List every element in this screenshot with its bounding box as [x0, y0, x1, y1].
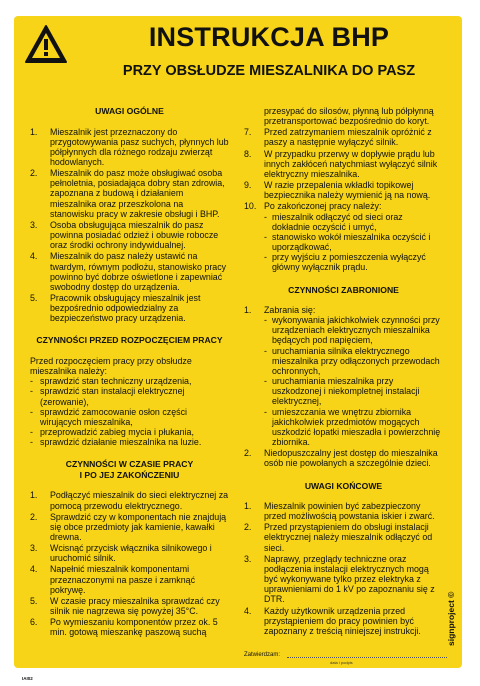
section-heading-during-work: CZYNNOŚCI W CZASIE PRACY I PO JEJ ZAKOŃCZENIU [65, 459, 194, 480]
list-item: - wykonywania jakichkolwiek czynności przy urządzeniach elektrycznych mieszalnika będących pod napięciem, [264, 315, 440, 346]
general-notes-list [30, 127, 229, 324]
list-item: 8. W przypadku przerwy w dopływie prądu lub innych zakłóceń natychmiast wyłączyć silnik elektryczny mieszalnika. [244, 148, 438, 179]
list-item: - sprawdzić zamocowanie osłon części wirujących mieszalnika, [30, 406, 187, 427]
list-item: - uruchamiania silnika elektrycznego mieszalnika przy odłączonych przewodach ochronnych, [264, 345, 440, 376]
list-item: 3. Naprawy, przeglądy techniczne oraz podłączenia instalacji elektrycznych mogą być wykonywane tylko przez elektryka z uprawnieniami do 1 kV po zapoznaniu się z DTR. [244, 553, 435, 605]
left-column [30, 106, 229, 650]
list-item: 5. Pracownik obsługujący mieszalnik jest bezpośrednio odpowiedzialny za bezpieczeństwo pracy urządzenia. [30, 293, 201, 324]
list-item: 2. Przed przystąpieniem do obsługi instalacji elektrycznej należy mieszalnik odłączyć od sieci. [244, 522, 433, 553]
page-subtitle: PRZY OBSŁUDZE MIESZALNIKA DO PASZ [122, 63, 416, 79]
list-item: 6. Po wymieszaniu komponentów przez ok. 5 min. gotową mieszankę paszową suchą [30, 617, 218, 638]
list-item: - sprawdzić działanie mieszalnika na luzie. [30, 437, 202, 448]
during-work-list-continued [244, 106, 443, 273]
section-heading-before-work: CZYNNOŚCI PRZED ROZPOCZĘCIEM PRACY [36, 335, 223, 346]
list-item: 3. Wcisnąć przycisk włącznika silnikowego i uruchomić silnik. [30, 543, 212, 564]
list-item: 2. Niedopuszczalny jest dostęp do mieszalnika osób nie powołanych a szczególnie dzieci. [244, 448, 438, 469]
list-item: przesypać do silosów, płynną lub półpłynną przetransportować bezpośrednio do koryt. [264, 106, 434, 127]
list-item: 1. Mieszalnik powinien być zabezpieczony przed możliwością powstania iskier i zwarć. [244, 501, 435, 522]
approval-label: Zatwierdzam: [244, 652, 281, 658]
list-item: 2. Mieszalnik do pasz może obsługiwać osoba pełnoletnia, posiadająca dobry stan zdrowia, zapoznana z budową i działaniem mieszalnika oraz przeszkolona na stanowisku pracy w zakresie obsługi i BHP. [30, 168, 225, 219]
list-item: 1. Mieszalnik jest przeznaczony do przygotowywania pasz suchych, płynnych lub półpłynnych dla różnego rodzaju zwierząt hodowlanych. [30, 126, 229, 167]
section-heading-general: UWAGI OGÓLNE [95, 106, 164, 116]
after-work-sublist [264, 212, 443, 273]
forbidden-sublist [264, 315, 443, 447]
list-item: - mieszalnik odłączyć od sieci oraz dokładnie oczyścić i umyć, [264, 211, 403, 232]
list-item: 10. Po zakończonej pracy należy: - mieszalnik odłączyć od sieci oraz dokładnie oczyścić i umyć, - stanowisko wokół mieszalnika oczyścić i uporządkować, - przy wyjściu z pomieszczenia wyłączyć główny wyłącznik prądu. [244, 201, 443, 272]
list-item: - przeprowadzić zabieg mycia i płukania, [30, 427, 194, 438]
list-item: 4. Każdy użytkownik urządzenia przed przystąpieniem do pracy powinien być zapoznany z treścią niniejszej instrukcji. [244, 605, 421, 636]
list-item: - przy wyjściu z pomieszczenia wyłączyć główny wyłącznik prądu. [264, 252, 426, 273]
final-notes-list [244, 501, 443, 636]
brand-mark: signproject © [446, 591, 456, 646]
before-work-intro: Przed rozpoczęciem pracy przy obsłudze mieszalnika należy: [30, 355, 192, 377]
list-item: 2. Sprawdzić czy w komponentach nie znajdują się obce przedmioty jak kamienie, kawałki drewna. [30, 511, 227, 542]
section-heading-forbidden: CZYNNOŚCI ZABRONIONE [288, 284, 399, 295]
list-item: 3. Osoba obsługująca mieszalnik do pasz powinna posiadać odzież i obuwie robocze oraz środki ochrony indywidualnej. [30, 219, 219, 251]
list-item: 4. Mieszalnik do pasz należy ustawić na twardym, równym podłożu, stanowisko pracy powinno być dobrze oświetlone i zapewniać swobodny dostęp do urządzenia. [30, 251, 227, 292]
warning-triangle-icon [24, 24, 68, 64]
during-work-list [30, 490, 229, 637]
list-item: - uruchamiania mieszalnika przy uszkodzonej i niekompletnej instalacji elektrycznej, [264, 376, 420, 407]
signature-note: data i podpis [330, 660, 353, 665]
forbidden-list [244, 305, 443, 469]
list-item: 1. Podłączyć mieszalnik do sieci elektrycznej za pomocą przewodu elektrycznego. [30, 490, 229, 511]
before-work-list [30, 376, 229, 447]
list-item: - stanowisko wokół mieszalnika oczyścić i uporządkować, [264, 231, 431, 253]
list-item: 7. Przed zatrzymaniem mieszalnik opróżnić z paszy a następnie wyłączyć silnik. [244, 127, 432, 148]
list-item: 5. W czasie pracy mieszalnika sprawdzać czy silnik nie nagrzewa się powyżej 35°C. [30, 595, 220, 617]
list-item: - sprawdzić stan instalacji elektrycznej (zerowanie), [30, 386, 185, 407]
list-item: 4. Napełnić mieszalnik komponentami przeznaczonymi na pasze i zamknąć pokrywę. [30, 564, 196, 595]
list-item: 1. Zabrania się: - wykonywania jakichkolwiek czynności przy urządzeniach elektrycznych mieszalnika będących pod napięciem, - uruchamiania silnika elektrycznego mieszalnika przy odłączonych przewodach ochronnych, - uruchamiania mieszalnika przy uszkodzonej i niekompletnej instalacji elektrycznej, - umieszczania we wnętrzu zbiornika jakichkolwiek przedmiotów mogących uszkodzić łopatki mieszadła i powierzchnię zbiornika. [244, 305, 443, 447]
list-item: 9. W razie przepalenia wkładki topikowej bezpiecznika należy wymienić ją na nową. [244, 180, 431, 201]
list-item: - sprawdzić stan techniczny urządzenia, [30, 376, 192, 387]
section-heading-final: UWAGI KOŃCOWE [304, 480, 383, 491]
signature-line [287, 657, 447, 658]
sign-code: IAI02 [22, 676, 33, 681]
list-item: - umieszczania we wnętrzu zbiornika jakichkolwiek przedmiotów mogących uszkodzić łopatki mieszadła i powierzchnię zbiornika. [264, 406, 441, 448]
page-title: INSTRUKCJA BHP [148, 22, 390, 52]
right-column [244, 106, 443, 648]
